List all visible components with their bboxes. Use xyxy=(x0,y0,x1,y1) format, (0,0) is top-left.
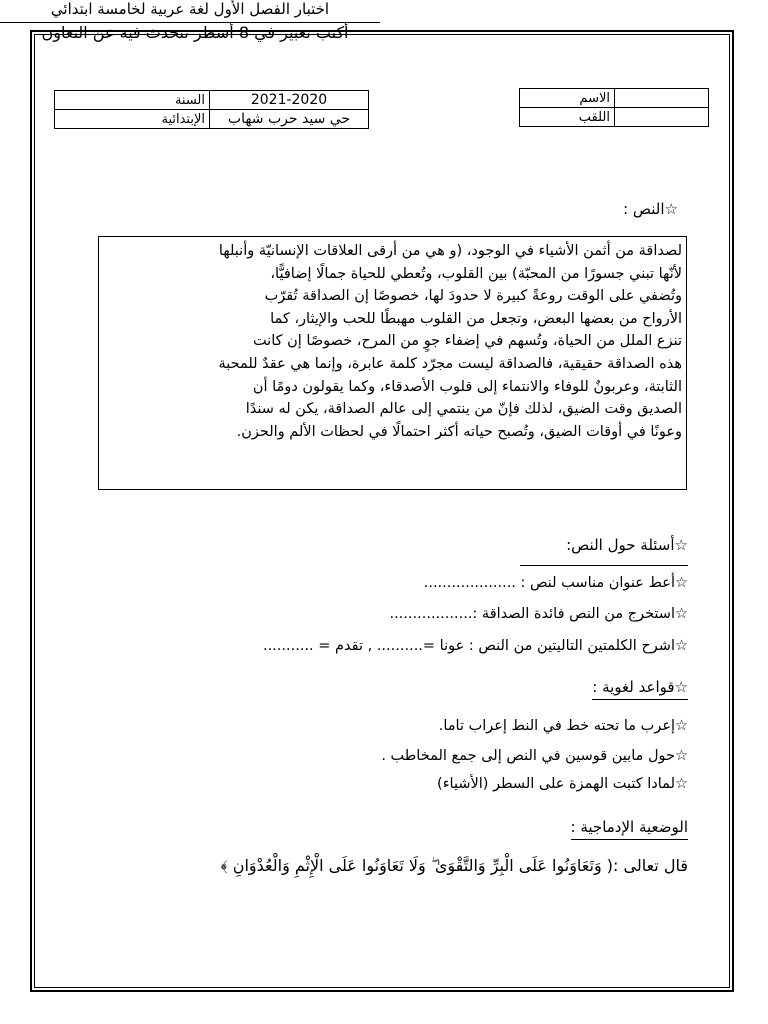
page-border-inner xyxy=(34,34,730,988)
text-line: وتُضفي على الوقت روعةً كبيرة لا حدودَ لها، خصوصًا إن الصداقة تُقرّب xyxy=(264,288,682,305)
name-value xyxy=(615,89,709,108)
text-heading: ☆النص : xyxy=(623,200,678,218)
text-line: لأنّها تبني جسورًا من المحبّة) بين القلوب، وتُعطي للحياة جمالًا إضافيًّا، xyxy=(270,265,682,282)
text-line: الأرواح من بعضها البعض، وتجعل من القلوب مهبطًا للحب والإيثار، كما xyxy=(270,310,682,327)
question-title: ☆أعط عنوان مناسب لنص : .................... xyxy=(423,575,688,591)
student-info-table xyxy=(519,88,709,127)
text-line: هذه الصداقة حقيقية، فالصداقة ليست مجرّد كلمة عابرة، وإنما هي عقدٌ للمحبة xyxy=(218,355,682,372)
school-info-table xyxy=(54,90,369,129)
year-label: السنة xyxy=(55,91,210,110)
integration-heading: الوضعية الإدماجية : xyxy=(571,818,688,840)
surname-label: اللقب xyxy=(520,108,615,127)
quran-verse: قال تعالى :( وَتَعَاوَنُوا عَلَى الْبِرِّ وَالتَّقْوَىٰ ۖ وَلَا تَعَاوَنُوا عَلَى الْإِثْمِ وَالْعُدْوَانِ ﴾ xyxy=(220,856,688,875)
grammar-question-parse: ☆إعرب ما تحته خط في النط إعراب تاما. xyxy=(438,718,688,734)
text-line: الثابتة، وعربونٌ للوفاء والانتماء إلى قلوب الأصدقاء، وكما يقولون دومًا أن xyxy=(252,378,682,395)
text-line: الصديق وقت الضيق، لذلك فإنّ من ينتمي إلى عالم الصداقة، يكن له سندًا xyxy=(245,401,682,418)
grammar-question-convert: ☆حول مابين قوسين في النص إلى جمع المخاطب . xyxy=(381,748,688,764)
text-line: وعونًا في أوقات الضيق، وتُصبح حياته أكثر احتمالًا في لحظات الألم والحزن. xyxy=(236,423,682,440)
question-benefit: ☆استخرج من النص فائدة الصداقة :.................. xyxy=(389,606,688,622)
questions-heading-underline xyxy=(520,565,688,566)
text-line: تنزع الملل من الحياة، وتُسهم في إضفاء جوٍ من المرح، خصوصًا إن كانت xyxy=(252,333,682,350)
exam-title: اختبار الفصل الأول لغة عربية لخامسة ابتدائي xyxy=(0,0,380,23)
writing-task: أكتب تعبير في 8 أسطر تتحدث فيه عن التعاون xyxy=(41,23,349,42)
year-value: 2021-2020 xyxy=(210,91,369,110)
text-line: لصداقة من أثمن الأشياء في الوجود، (و هي من أرقى العلاقات الإنسانيّة وأنبلها xyxy=(218,243,682,259)
surname-value xyxy=(615,108,709,127)
grammar-heading: ☆قواعد لغوية : xyxy=(592,678,688,700)
question-explain: ☆اشرح الكلمتين التاليتين من النص : عونا =.......... , تقدم = ........... xyxy=(262,638,688,654)
grammar-question-hamza: ☆لمادا كتبت الهمزة على السطر (الأشياء) xyxy=(437,776,688,792)
name-label: الاسم xyxy=(520,89,615,108)
school-value: حي سيد حرب شهاب xyxy=(210,110,369,129)
questions-heading: ☆أسئلة حول النص: xyxy=(566,536,688,554)
level-label: الإبتدائية xyxy=(55,110,210,129)
reading-text-box xyxy=(98,236,687,490)
